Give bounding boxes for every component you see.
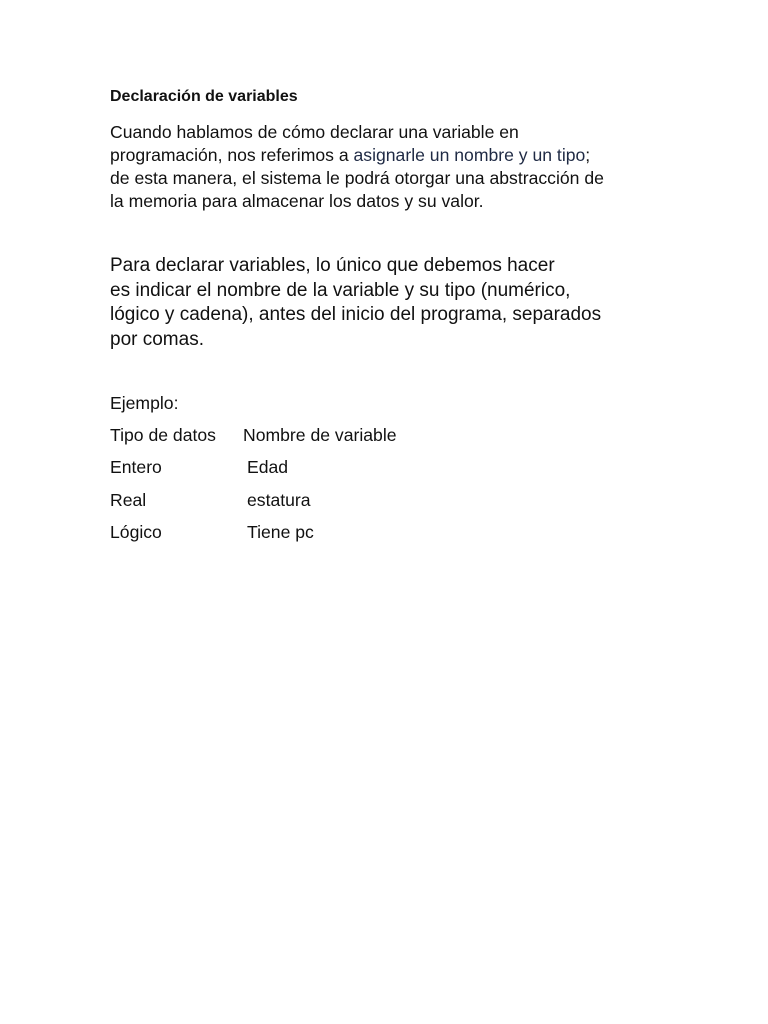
instruction-line-4: por comas. [110, 328, 204, 350]
intro-line-1: Cuando hablamos de cómo declarar una variable en [110, 122, 519, 142]
document-heading: Declaración de variables [110, 88, 298, 105]
row-data-type: Lógico [110, 521, 162, 542]
row-data-type: Real [110, 489, 147, 510]
header-variable-name: Nombre de variable [243, 425, 397, 445]
intro-line-3: de esta manera, el sistema le podrá otorgar una abstracción de [110, 168, 604, 188]
row-variable-name: estatura [247, 489, 311, 510]
row-variable-name: Edad [247, 457, 289, 478]
instruction-line-3: lógico y cadena), antes del inicio del programa, separados [110, 304, 602, 325]
row-data-type: Entero [110, 457, 162, 478]
intro-line-2 [110, 144, 670, 167]
highlighted-phrase: asignarle un nombre y un tipo [353, 145, 586, 165]
intro-paragraph [110, 121, 670, 213]
header-data-type: Tipo de datos [110, 425, 216, 445]
intro-line-2-punct: ; [585, 145, 591, 165]
intro-line-4: la memoria para almacenar los datos y su valor. [110, 191, 484, 211]
instruction-paragraph [110, 254, 690, 352]
instruction-line-1: Para declarar variables, lo único que debemos hacer [110, 255, 555, 276]
example-label: Ejemplo: [110, 393, 179, 413]
row-variable-name: Tiene pc [247, 521, 314, 542]
intro-line-2-text: programación, nos referimos a [110, 145, 354, 165]
instruction-line-2: es indicar el nombre de la variable y su tipo (numérico, [110, 279, 571, 301]
